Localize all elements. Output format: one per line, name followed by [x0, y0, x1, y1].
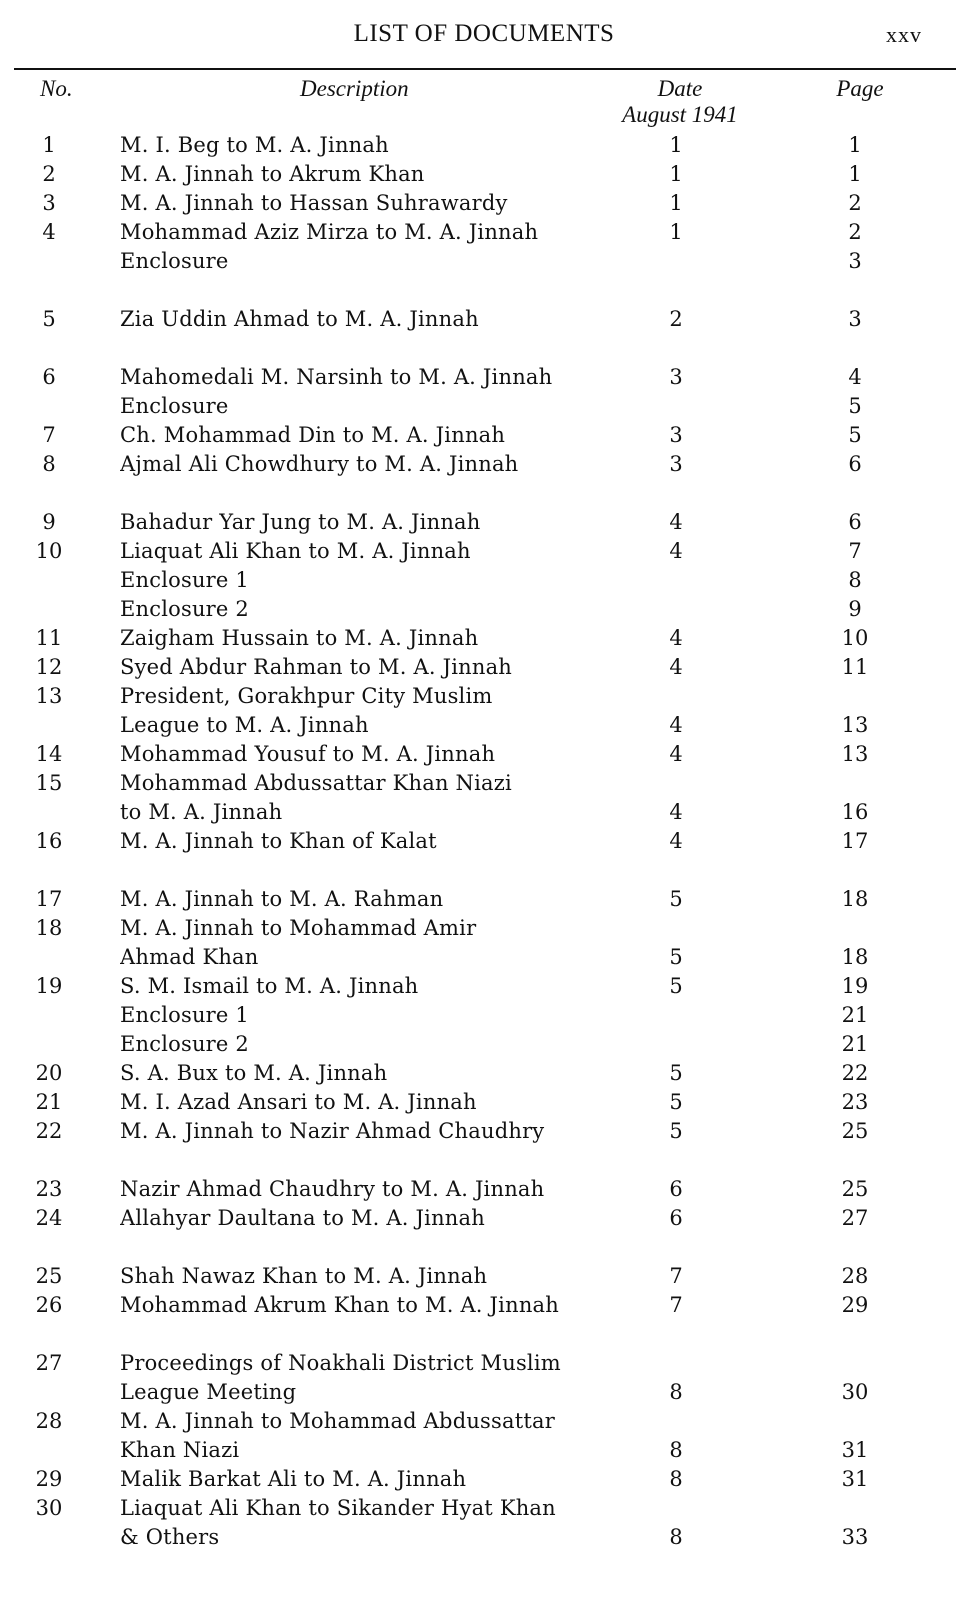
document-number: 12 [35, 655, 63, 679]
document-page-number: 21 [841, 1003, 869, 1027]
document-description: President, Gorakhpur City Muslim [120, 684, 493, 708]
list-item [0, 1175, 968, 1204]
list-item [0, 1088, 968, 1117]
list-item [0, 508, 968, 537]
document-number: 25 [35, 1264, 63, 1288]
document-description: Proceedings of Noakhali District Muslim [120, 1351, 561, 1375]
list-item [0, 1291, 968, 1320]
document-number: 22 [35, 1119, 63, 1143]
document-date: 8 [669, 1467, 683, 1491]
document-page-number: 31 [841, 1467, 869, 1491]
document-number: 21 [35, 1090, 63, 1114]
document-number: 11 [35, 626, 63, 650]
document-number: 5 [42, 307, 56, 331]
list-item [0, 1001, 968, 1030]
list-item [0, 1117, 968, 1146]
list-item [0, 421, 968, 450]
list-item [0, 682, 968, 711]
document-description: S. M. Ismail to M. A. Jinnah [120, 974, 419, 998]
document-number: 14 [35, 742, 63, 766]
document-description: M. A. Jinnah to Mohammad Amir [120, 916, 477, 940]
document-date: 5 [669, 887, 683, 911]
document-page-number: 2 [848, 220, 862, 244]
column-header-no: No. [40, 76, 73, 101]
document-date: 6 [669, 1206, 683, 1230]
document-number: 24 [35, 1206, 63, 1230]
list-item [0, 769, 968, 798]
list-item [0, 624, 968, 653]
document-description: Enclosure 1 [120, 1003, 249, 1027]
list-item [0, 1204, 968, 1233]
list-spacer [0, 334, 968, 363]
document-date: 5 [669, 1119, 683, 1143]
list-item [0, 595, 968, 624]
document-description: S. A. Bux to M. A. Jinnah [120, 1061, 388, 1085]
document-number: 13 [35, 684, 63, 708]
list-item [0, 131, 968, 160]
column-header-description: Description [300, 76, 409, 101]
document-date: 1 [669, 133, 683, 157]
document-page-number: 18 [841, 945, 869, 969]
document-number: 29 [35, 1467, 63, 1491]
document-description: Liaquat Ali Khan to Sikander Hyat Khan [120, 1496, 556, 1520]
document-page-number: 8 [848, 568, 862, 592]
document-date: 5 [669, 945, 683, 969]
document-page-number: 3 [848, 307, 862, 331]
document-page-number: 25 [841, 1119, 869, 1143]
page-title: LIST OF DOCUMENTS [353, 20, 615, 47]
document-description: Enclosure 2 [120, 1032, 249, 1056]
document-page-number: 2 [848, 191, 862, 215]
document-date: 4 [669, 829, 683, 853]
document-number: 1 [42, 133, 56, 157]
list-item [0, 1262, 968, 1291]
list-spacer [0, 1146, 968, 1175]
document-description: M. A. Jinnah to Mohammad Abdussattar [120, 1409, 555, 1433]
document-description: M. A. Jinnah to Nazir Ahmad Chaudhry [120, 1119, 545, 1143]
list-item [0, 189, 968, 218]
document-page-number: 31 [841, 1438, 869, 1462]
list-item [0, 392, 968, 421]
list-item [0, 885, 968, 914]
list-item [0, 740, 968, 769]
list-spacer [0, 479, 968, 508]
document-number: 16 [35, 829, 63, 853]
document-description: Enclosure [120, 394, 229, 418]
list-spacer [0, 1233, 968, 1262]
list-spacer [0, 1320, 968, 1349]
document-page-number: 10 [841, 626, 869, 650]
document-page-number: 1 [848, 133, 862, 157]
document-number: 28 [35, 1409, 63, 1433]
list-item [0, 1494, 968, 1523]
document-description: League Meeting [120, 1380, 297, 1404]
document-page-number: 23 [841, 1090, 869, 1114]
document-date: 6 [669, 1177, 683, 1201]
document-description: Zaigham Hussain to M. A. Jinnah [120, 626, 479, 650]
document-date: 8 [669, 1438, 683, 1462]
list-item [0, 566, 968, 595]
document-date: 5 [669, 974, 683, 998]
document-description: Ch. Mohammad Din to M. A. Jinnah [120, 423, 506, 447]
list-item [0, 798, 968, 827]
document-description: Mohammad Abdussattar Khan Niazi [120, 771, 512, 795]
document-description: & Others [120, 1525, 220, 1549]
list-item [0, 1349, 968, 1378]
document-date: 1 [669, 191, 683, 215]
document-date: 7 [669, 1264, 683, 1288]
document-description: Mohammad Aziz Mirza to M. A. Jinnah [120, 220, 539, 244]
list-item [0, 1523, 968, 1552]
column-headers [0, 76, 968, 136]
document-page-number: 5 [848, 394, 862, 418]
document-number: 17 [35, 887, 63, 911]
document-number: 18 [35, 916, 63, 940]
document-date: 5 [669, 1090, 683, 1114]
document-page-number: 1 [848, 162, 862, 186]
document-date: 1 [669, 162, 683, 186]
document-page-number: 17 [841, 829, 869, 853]
running-head [0, 20, 968, 50]
document-number: 10 [35, 539, 63, 563]
list-item [0, 247, 968, 276]
document-page-number: 3 [848, 249, 862, 273]
document-description: to M. A. Jinnah [120, 800, 283, 824]
list-item [0, 1030, 968, 1059]
document-page-number: 6 [848, 452, 862, 476]
list-item [0, 653, 968, 682]
document-number: 27 [35, 1351, 63, 1375]
document-description: Khan Niazi [120, 1438, 240, 1462]
document-number: 6 [42, 365, 56, 389]
document-date: 7 [669, 1293, 683, 1317]
document-description: M. A. Jinnah to M. A. Rahman [120, 887, 444, 911]
column-header-date: Date [657, 76, 703, 101]
document-description: Enclosure [120, 249, 229, 273]
column-header-date-subtitle: August 1941 [622, 102, 738, 127]
document-number: 26 [35, 1293, 63, 1317]
document-number: 19 [35, 974, 63, 998]
list-item [0, 1378, 968, 1407]
document-date: 5 [669, 1061, 683, 1085]
document-date: 8 [669, 1380, 683, 1404]
list-item [0, 1407, 968, 1436]
document-page-number: 30 [841, 1380, 869, 1404]
document-page-number: 18 [841, 887, 869, 911]
list-item [0, 827, 968, 856]
list-item [0, 943, 968, 972]
document-description: Mahomedali M. Narsinh to M. A. Jinnah [120, 365, 553, 389]
document-page-number: 16 [841, 800, 869, 824]
list-spacer [0, 856, 968, 885]
document-page-number: 6 [848, 510, 862, 534]
list-item [0, 160, 968, 189]
list-item [0, 218, 968, 247]
page-number: xxv [886, 22, 922, 47]
document-description: Liaquat Ali Khan to M. A. Jinnah [120, 539, 471, 563]
document-date: 4 [669, 655, 683, 679]
document-description: Malik Barkat Ali to M. A. Jinnah [120, 1467, 467, 1491]
document-number: 23 [35, 1177, 63, 1201]
document-page-number: 9 [848, 597, 862, 621]
document-page-number: 5 [848, 423, 862, 447]
document-description: Syed Abdur Rahman to M. A. Jinnah [120, 655, 513, 679]
document-date: 3 [669, 423, 683, 447]
document-description: M. A. Jinnah to Hassan Suhrawardy [120, 191, 508, 215]
document-number: 2 [42, 162, 56, 186]
document-description: League to M. A. Jinnah [120, 713, 369, 737]
document-description: Zia Uddin Ahmad to M. A. Jinnah [120, 307, 479, 331]
document-page-number: 25 [841, 1177, 869, 1201]
document-description: Enclosure 1 [120, 568, 249, 592]
list-item [0, 1436, 968, 1465]
document-list [0, 131, 968, 1552]
document-number: 9 [42, 510, 56, 534]
document-description: Enclosure 2 [120, 597, 249, 621]
document-page-number: 19 [841, 974, 869, 998]
document-description: Nazir Ahmad Chaudhry to M. A. Jinnah [120, 1177, 545, 1201]
list-item [0, 1465, 968, 1494]
document-page-number: 7 [848, 539, 862, 563]
document-description: M. A. Jinnah to Akrum Khan [120, 162, 425, 186]
document-date: 4 [669, 713, 683, 737]
document-number: 3 [42, 191, 56, 215]
document-date: 3 [669, 365, 683, 389]
document-date: 4 [669, 510, 683, 534]
list-item [0, 537, 968, 566]
document-description: Ajmal Ali Chowdhury to M. A. Jinnah [120, 452, 519, 476]
document-number: 20 [35, 1061, 63, 1085]
document-description: Ahmad Khan [120, 945, 259, 969]
document-page-number: 13 [841, 742, 869, 766]
list-item [0, 363, 968, 392]
document-date: 4 [669, 539, 683, 563]
document-description: Mohammad Akrum Khan to M. A. Jinnah [120, 1293, 559, 1317]
document-description: M. I. Beg to M. A. Jinnah [120, 133, 389, 157]
document-date: 4 [669, 800, 683, 824]
list-item [0, 914, 968, 943]
document-date: 1 [669, 220, 683, 244]
list-item [0, 450, 968, 479]
document-number: 7 [42, 423, 56, 447]
document-date: 8 [669, 1525, 683, 1549]
list-item [0, 711, 968, 740]
document-number: 30 [35, 1496, 63, 1520]
document-page-number: 21 [841, 1032, 869, 1056]
document-page-number: 27 [841, 1206, 869, 1230]
document-description: Allahyar Daultana to M. A. Jinnah [120, 1206, 485, 1230]
document-page-number: 33 [841, 1525, 869, 1549]
document-date: 3 [669, 452, 683, 476]
document-description: M. A. Jinnah to Khan of Kalat [120, 829, 437, 853]
document-page-number: 4 [848, 365, 862, 389]
document-page-number: 13 [841, 713, 869, 737]
document-page-number: 29 [841, 1293, 869, 1317]
list-spacer [0, 276, 968, 305]
document-number: 8 [42, 452, 56, 476]
document-page-number: 22 [841, 1061, 869, 1085]
document-page-number: 11 [841, 655, 869, 679]
header-rule [14, 68, 956, 70]
document-date: 4 [669, 742, 683, 766]
document-number: 4 [42, 220, 56, 244]
document-number: 15 [35, 771, 63, 795]
document-description: Bahadur Yar Jung to M. A. Jinnah [120, 510, 481, 534]
document-description: M. I. Azad Ansari to M. A. Jinnah [120, 1090, 477, 1114]
list-item [0, 972, 968, 1001]
document-description: Mohammad Yousuf to M. A. Jinnah [120, 742, 496, 766]
document-date: 2 [669, 307, 683, 331]
document-date: 4 [669, 626, 683, 650]
document-description: Shah Nawaz Khan to M. A. Jinnah [120, 1264, 488, 1288]
column-header-page: Page [836, 76, 884, 101]
list-item [0, 305, 968, 334]
list-item [0, 1059, 968, 1088]
document-page-number: 28 [841, 1264, 869, 1288]
